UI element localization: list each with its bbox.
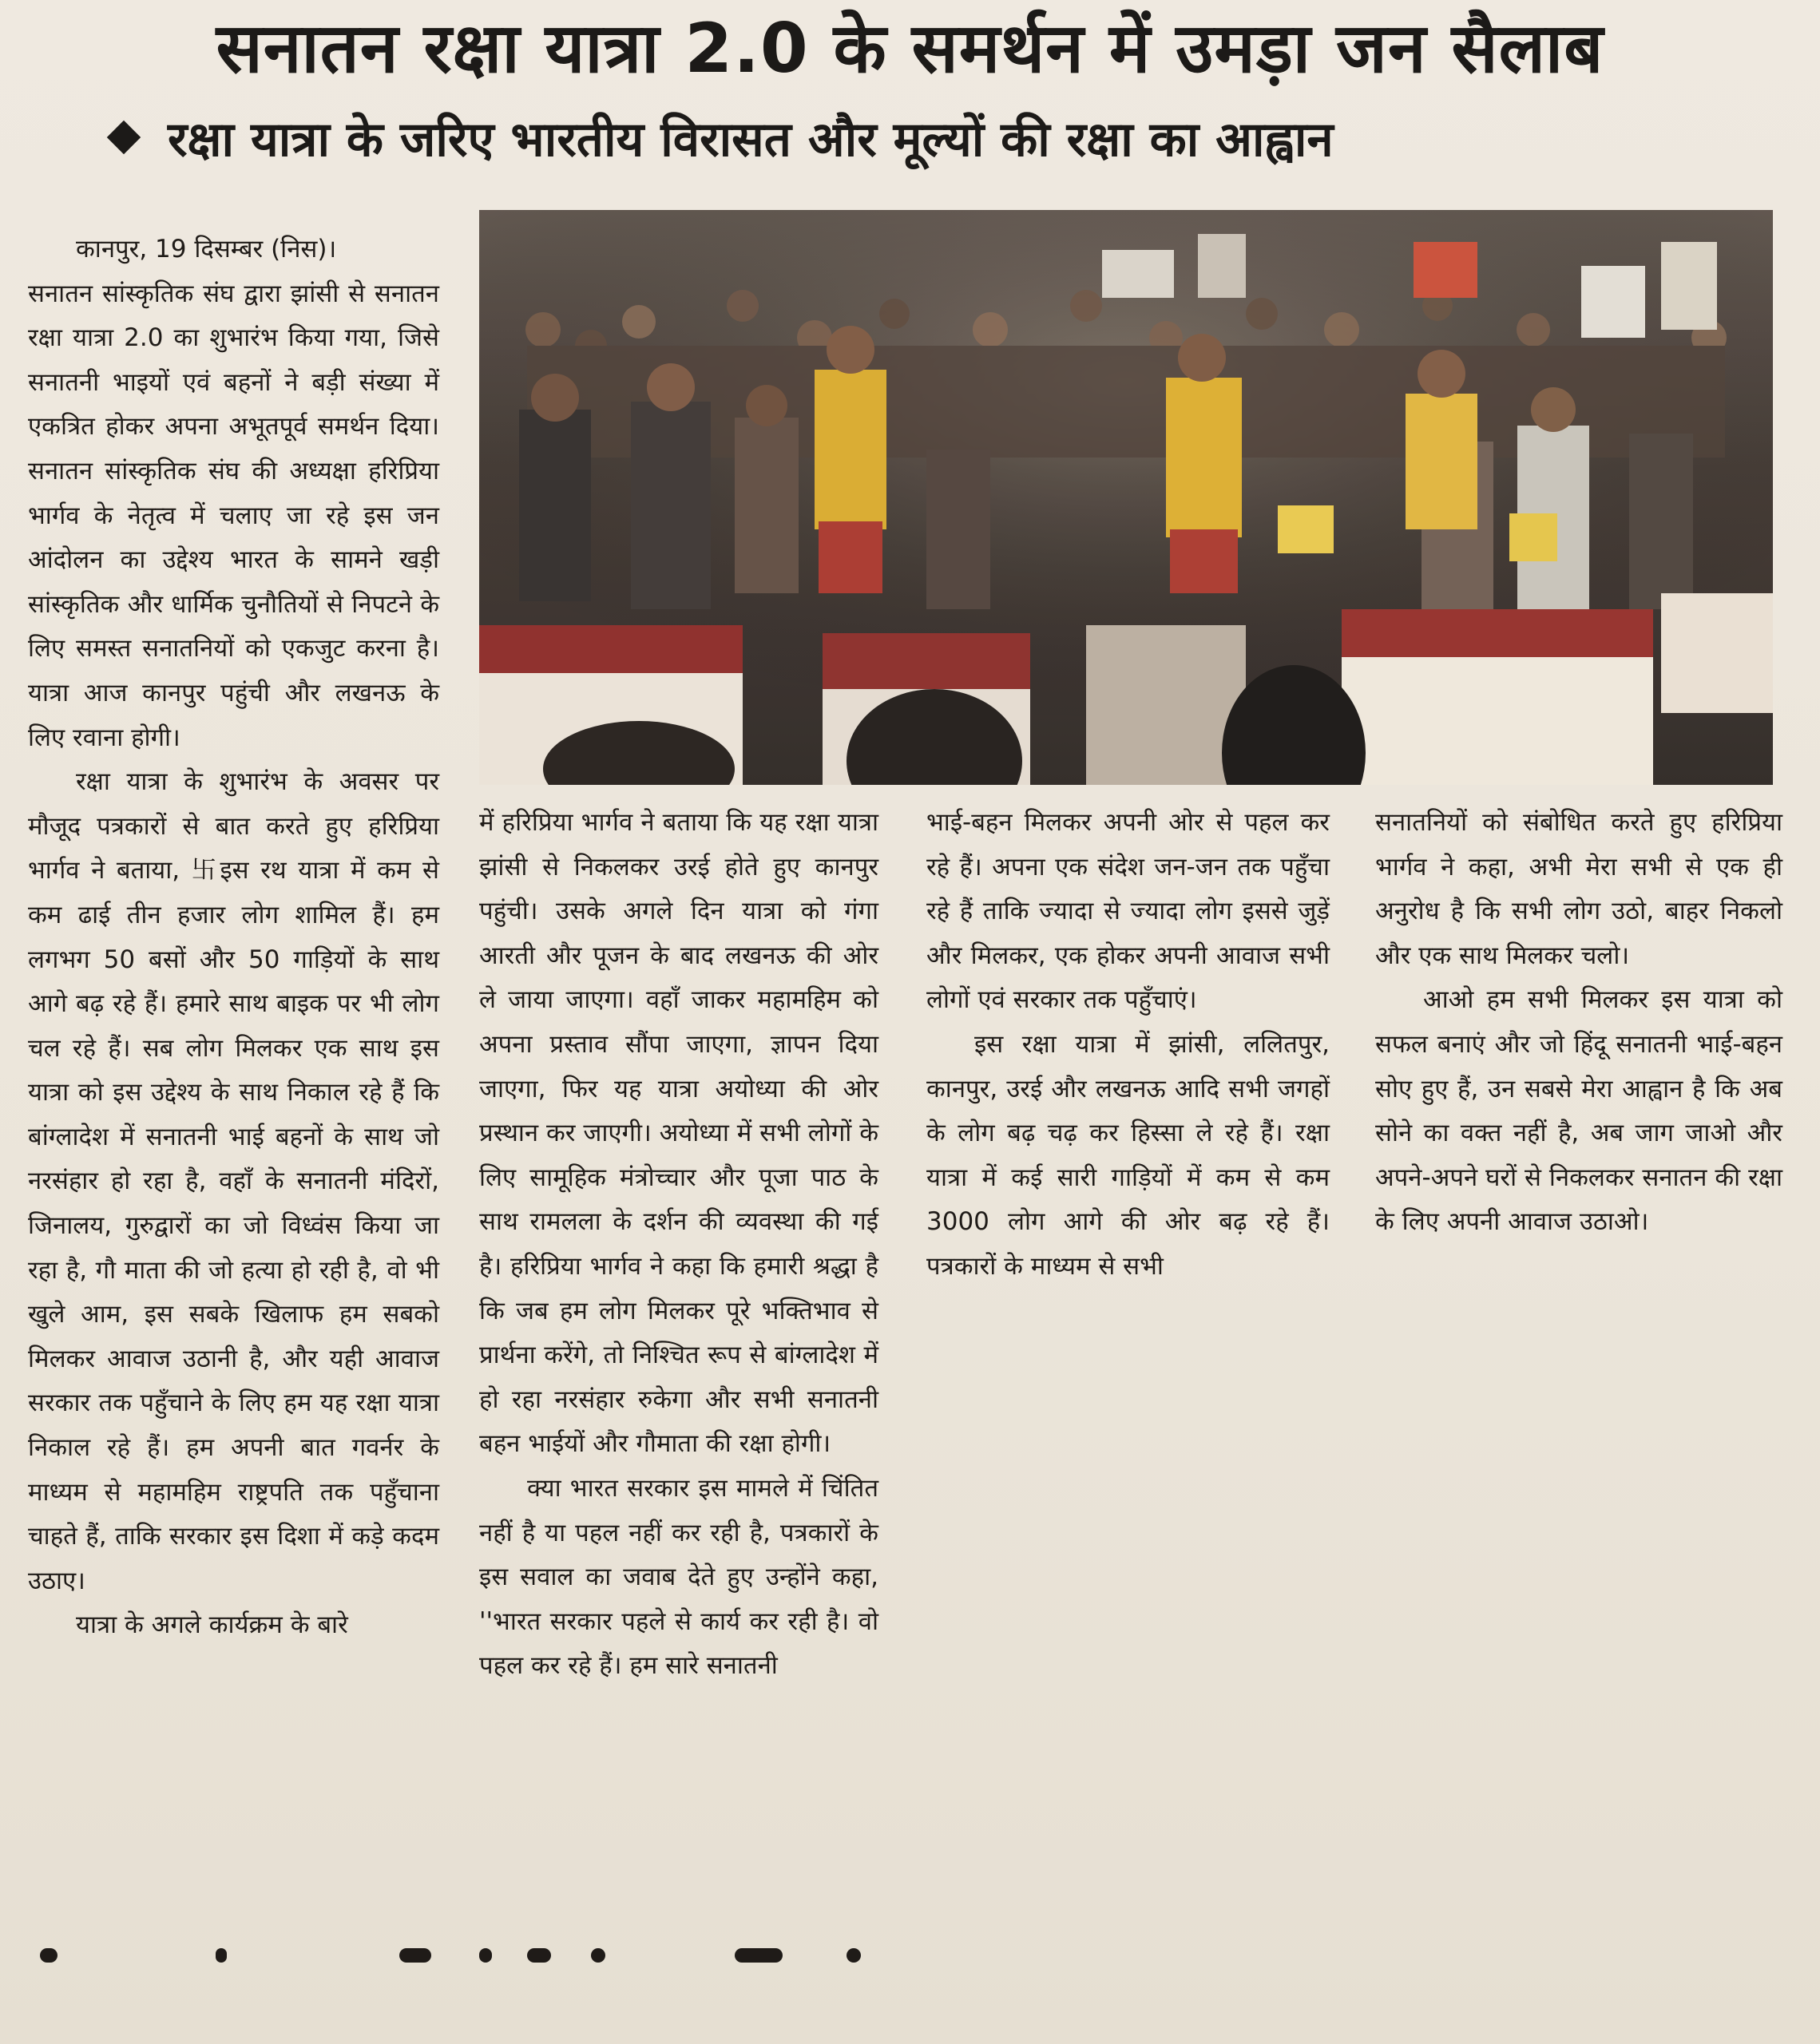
article-column-1	[28, 228, 439, 1648]
article-column-3	[926, 801, 1330, 1289]
subheadline-row	[112, 100, 1773, 180]
paragraph: इस रक्षा यात्रा में झांसी, ललितपुर, कानपुर, उरई और लखनऊ आदि सभी जगहों के लोग बढ़ चढ़ कर हिस्सा ले रहे हैं। रक्षा यात्रा में कई सारी गाड़ियों में कम से कम 3000 लोग आगे की ओर बढ़ रहे हैं। पत्रकारों के माध्यम से सभी	[926, 1029, 1330, 1281]
paragraph: भाई-बहन मिलकर अपनी ओर से पहल कर रहे हैं। अपना एक संदेश जन-जन तक पहुँचा रहे हैं ताकि ज्यादा से ज्यादा लोग इससे जुड़ें और मिलकर, एक होकर अपनी आवाज सभी लोगों एवं सरकार तक पहुँचाएं।	[926, 808, 1330, 1015]
paragraph: सनातन सांस्कृतिक संघ द्वारा झांसी से सनातन रक्षा यात्रा 2.0 का शुभारंभ किया गया, जिसे सनातनी भाइयों एवं बहनों ने बड़ी संख्या में एकत्रित होकर अपना अभूतपूर्व समर्थन दिया। सनातन सांस्कृतिक संघ की अध्यक्षा हरिप्रिया भार्गव के नेतृत्व में चलाए जा रहे इस जन आंदोलन का उद्देश्य भारत के सामने खड़ी सांस्कृतिक और धार्मिक चुनौतियों से निपटने के लिए समस्त सनातनियों को एकजुट करना है। यात्रा आज कानपुर पहुंची और लखनऊ के लिए रवाना होगी।	[28, 279, 439, 752]
paragraph: रक्षा यात्रा के शुभारंभ के अवसर पर मौजूद पत्रकारों से बात करते हुए हरिप्रिया भार्गव ने बताया, 卐इस रथ यात्रा में कम से कम ढाई तीन हजार लोग शामिल हैं। हम लगभग 50 बसों और 50 गाड़ियों के साथ आगे बढ़ रहे हैं। हमारे साथ बाइक पर भी लोग चल रहे हैं। सब लोग मिलकर एक साथ इस यात्रा को इस उद्देश्य के साथ निकाल रहे हैं कि बांग्लादेश में सनातनी भाई बहनों के साथ जो नरसंहार हो रहा है, वहाँ के सनातनी मंदिरों, जिनालय, गुरुद्वारों का जो विध्वंस किया जा रहा है, गौ माता की जो हत्या हो रही है, वो भी खुले आम, इस सबके खिलाफ हम सबको मिलकर आवाज उठानी है, और यही आवाज सरकार तक पहुँचाने के लिए हम यह रक्षा यात्रा निकाल रहे हैं। हम अपनी बात गवर्नर के माध्यम से महामहिम राष्ट्रपति तक पहुँचाना चाहते हैं, ताकि सरकार इस दिशा में कड़े कदम उठाए।	[28, 767, 439, 1595]
headline: सनातन रक्षा यात्रा 2.0 के समर्थन में उमड़ा जन सैलाब	[216, 9, 1604, 89]
crowd-photo-illustration	[479, 210, 1773, 785]
paragraph: सनातनियों को संबोधित करते हुए हरिप्रिया भार्गव ने कहा, अभी मेरा सभी से एक ही अनुरोध है कि सभी लोग उठो, बाहर निकलो और एक साथ मिलकर चलो।	[1375, 808, 1782, 970]
subheadline: रक्षा यात्रा के जरिए भारतीय विरासत और मूल्यों की रक्षा का आह्वान	[168, 112, 1334, 168]
paragraph: में हरिप्रिया भार्गव ने बताया कि यह रक्षा यात्रा झांसी से निकलकर उरई होते हुए कानपुर पहुंची। उसके अगले दिन यात्रा को गंगा आरती और पूजन के बाद लखनऊ की ओर ले जाया जाएगा। वहाँ जाकर महामहिम को अपना प्रस्ताव सौंपा जाएगा, ज्ञापन दिया जाएगा, फिर यह यात्रा अयोध्या की ओर प्रस्थान कर जाएगी। अयोध्या में सभी लोगों के लिए सामूहिक मंत्रोच्चार और पूजा पाठ के साथ रामलला के दर्शन की व्यवस्था की गई है। हरिप्रिया भार्गव ने कहा कि हमारी श्रद्धा है कि जब हम लोग मिलकर पूरे भक्तिभाव से प्रार्थना करेंगे, तो निश्चित रूप से बांग्लादेश में हो रहा नरसंहार रुकेगा और सभी सनातनी बहन भाईयों और गौमाता की रक्षा होगी।	[479, 808, 879, 1459]
paragraph: यात्रा के अगले कार्यक्रम के बारे	[76, 1610, 348, 1640]
paragraph: आओ हम सभी मिलकर इस यात्रा को सफल बनाएं और जो हिंदू सनातनी भाई-बहन सोए हुए हैं, उन सबसे मेरा आह्वान है कि अब सोने का वक्त नहीं है, अब जाग जाओ और अपने-अपने घरों से निकलकर सनातन की रक्षा के लिए अपनी आवाज उठाओ।	[1375, 985, 1782, 1237]
article-column-2	[479, 801, 878, 1689]
article-column-4	[1375, 801, 1782, 1245]
paragraph: क्या भारत सरकार इस मामले में चिंतित नहीं है या पहल नहीं कर रही है, पत्रकारों के इस सवाल का जवाब देते हुए उन्होंने कहा, ''भारत सरकार पहले से कार्य कर रही है। वो पहल कर रहे हैं। हम सारे सनातनी	[479, 1473, 878, 1681]
event-photo	[479, 210, 1773, 785]
cut-off-text-fragments	[32, 1948, 910, 1980]
dateline: कानपुर, 19 दिसम्बर (निस)।	[76, 235, 337, 263]
diamond-bullet-icon	[107, 121, 141, 154]
